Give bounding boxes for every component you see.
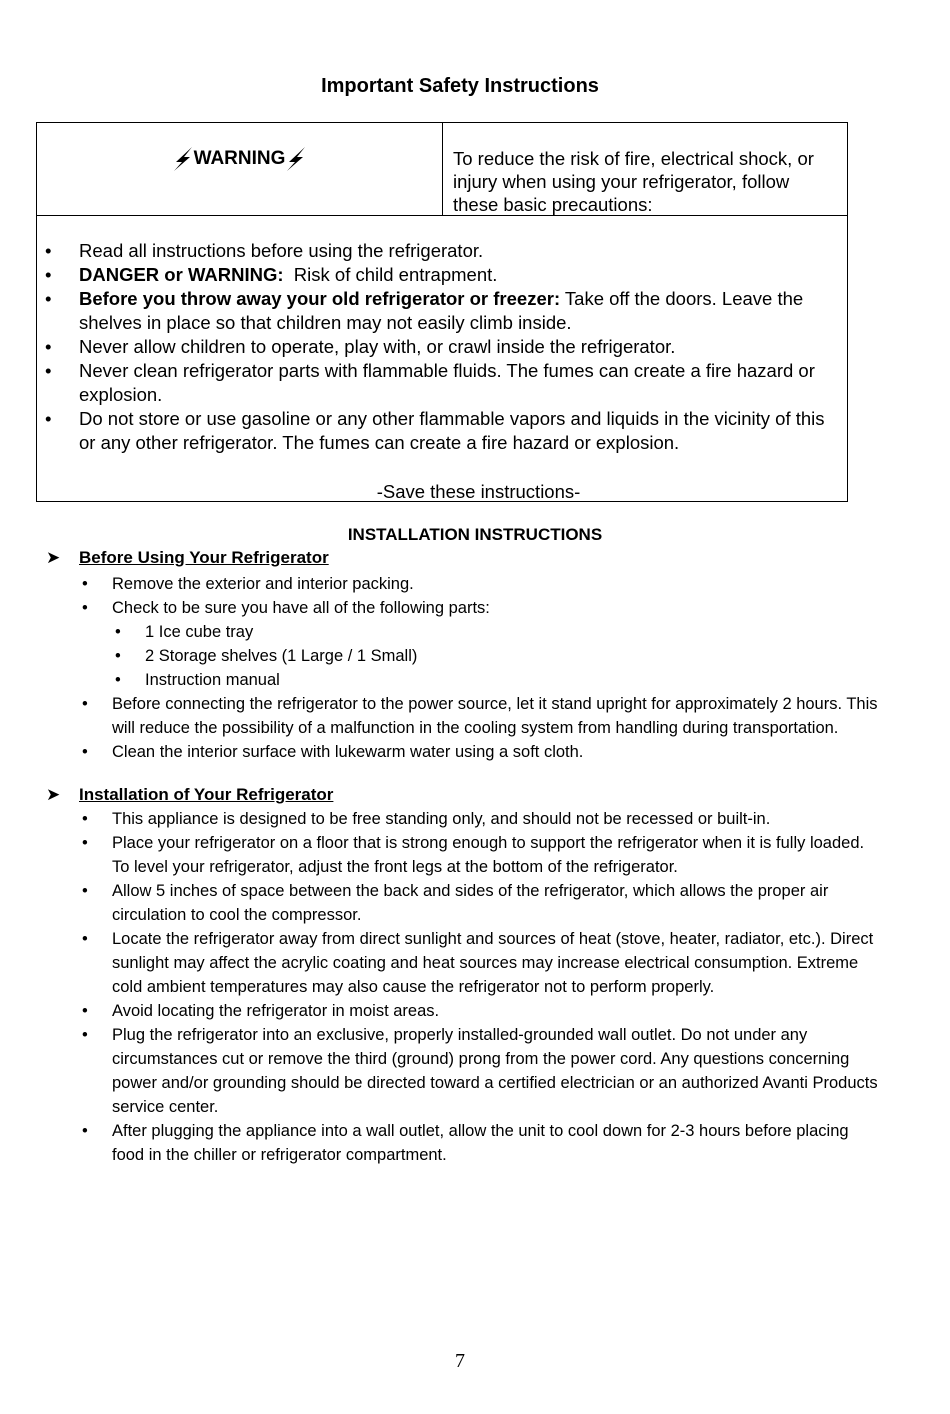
list-item: • Clean the interior surface with lukewarm water using a soft cloth. xyxy=(79,740,879,764)
list-item: • 1 Ice cube tray xyxy=(112,620,879,644)
list-item: • Never allow children to operate, play with, or crawl inside the refrigerator. xyxy=(37,335,847,359)
list-item: • Never clean refrigerator parts with flammable fluids. The fumes can create a fire hazard or explosion. xyxy=(37,359,847,407)
list-item: • Read all instructions before using the refrigerator. xyxy=(37,239,847,263)
list-item: • After plugging the appliance into a wall outlet, allow the unit to cool down for 2-3 hours before placing food in the chiller or refrigerator compartment. xyxy=(79,1119,879,1167)
list-item: • Instruction manual xyxy=(112,668,879,692)
list-item: • Check to be sure you have all of the following parts: • 1 Ice cube tray • 2 Storage shelves (1 Large / 1 Small) • Instruction manual xyxy=(79,596,879,692)
warning-label: WARNING xyxy=(193,148,286,169)
arrow-bullet-icon: ➤ xyxy=(46,548,61,567)
list-item: • Avoid locating the refrigerator in moist areas. xyxy=(79,999,879,1023)
list-item: • Allow 5 inches of space between the back and sides of the refrigerator, which allows the proper air circulation to cool the compressor. xyxy=(79,879,879,927)
warning-box xyxy=(36,122,848,502)
parts-list xyxy=(112,620,879,692)
page-title: Important Safety Instructions xyxy=(321,75,599,97)
before-using-list xyxy=(79,572,879,764)
installation-list xyxy=(79,807,879,1167)
lightning-bolt-icon xyxy=(172,146,194,172)
warning-intro: To reduce the risk of fire, electrical shock, or injury when using your refrigerator, follow these basic precautions: xyxy=(443,123,847,216)
list-item: • Remove the exterior and interior packing. xyxy=(79,572,879,596)
list-item: • Place your refrigerator on a floor that is strong enough to support the refrigerator when it is fully loaded. To level your refrigerator, adjust the front legs at the bottom of the refrigerator. xyxy=(79,831,879,879)
list-item: • This appliance is designed to be free standing only, and should not be recessed or built-in. xyxy=(79,807,879,831)
list-item: • Before connecting the refrigerator to the power source, let it stand upright for approximately 2 hours. This will reduce the possibility of a malfunction in the cooling system from handling during transportation. xyxy=(79,692,879,740)
list-item: • Do not store or use gasoline or any other flammable vapors and liquids in the vicinity of this or any other refrigerator. The fumes can create a fire hazard or explosion. xyxy=(37,407,847,455)
section-heading-installation: ➤ Installation of Your Refrigerator xyxy=(46,785,334,804)
section-heading-before-using: ➤ Before Using Your Refrigerator xyxy=(46,548,329,567)
warning-list xyxy=(37,239,847,455)
page-number: 7 xyxy=(455,1350,465,1372)
list-item: • Before you throw away your old refrigerator or freezer: Take off the doors. Leave the shelves in place so that children may not easily climb inside. xyxy=(37,287,847,335)
save-instructions-note: -Save these instructions- xyxy=(376,481,581,502)
warning-label-cell xyxy=(37,123,443,216)
lightning-bolt-icon xyxy=(285,146,307,172)
arrow-bullet-icon: ➤ xyxy=(46,785,61,804)
installation-title: INSTALLATION INSTRUCTIONS xyxy=(347,525,603,544)
list-item: • 2 Storage shelves (1 Large / 1 Small) xyxy=(112,644,879,668)
list-item: • Plug the refrigerator into an exclusive, properly installed-grounded wall outlet. Do not under any circumstances cut or remove the third (ground) prong from the power cord. Any questions concerning power and/or grounding should be directed toward a certified electrician or an authorized Avanti Products service center. xyxy=(79,1023,879,1119)
list-item: • DANGER or WARNING: Risk of child entrapment. xyxy=(37,263,847,287)
list-item: • Locate the refrigerator away from direct sunlight and sources of heat (stove, heater, radiator, etc.). Direct sunlight may affect the acrylic coating and heat sources may increase electrical consumption. Extreme cold ambient temperatures may also cause the refrigerator not to perform properly. xyxy=(79,927,879,999)
